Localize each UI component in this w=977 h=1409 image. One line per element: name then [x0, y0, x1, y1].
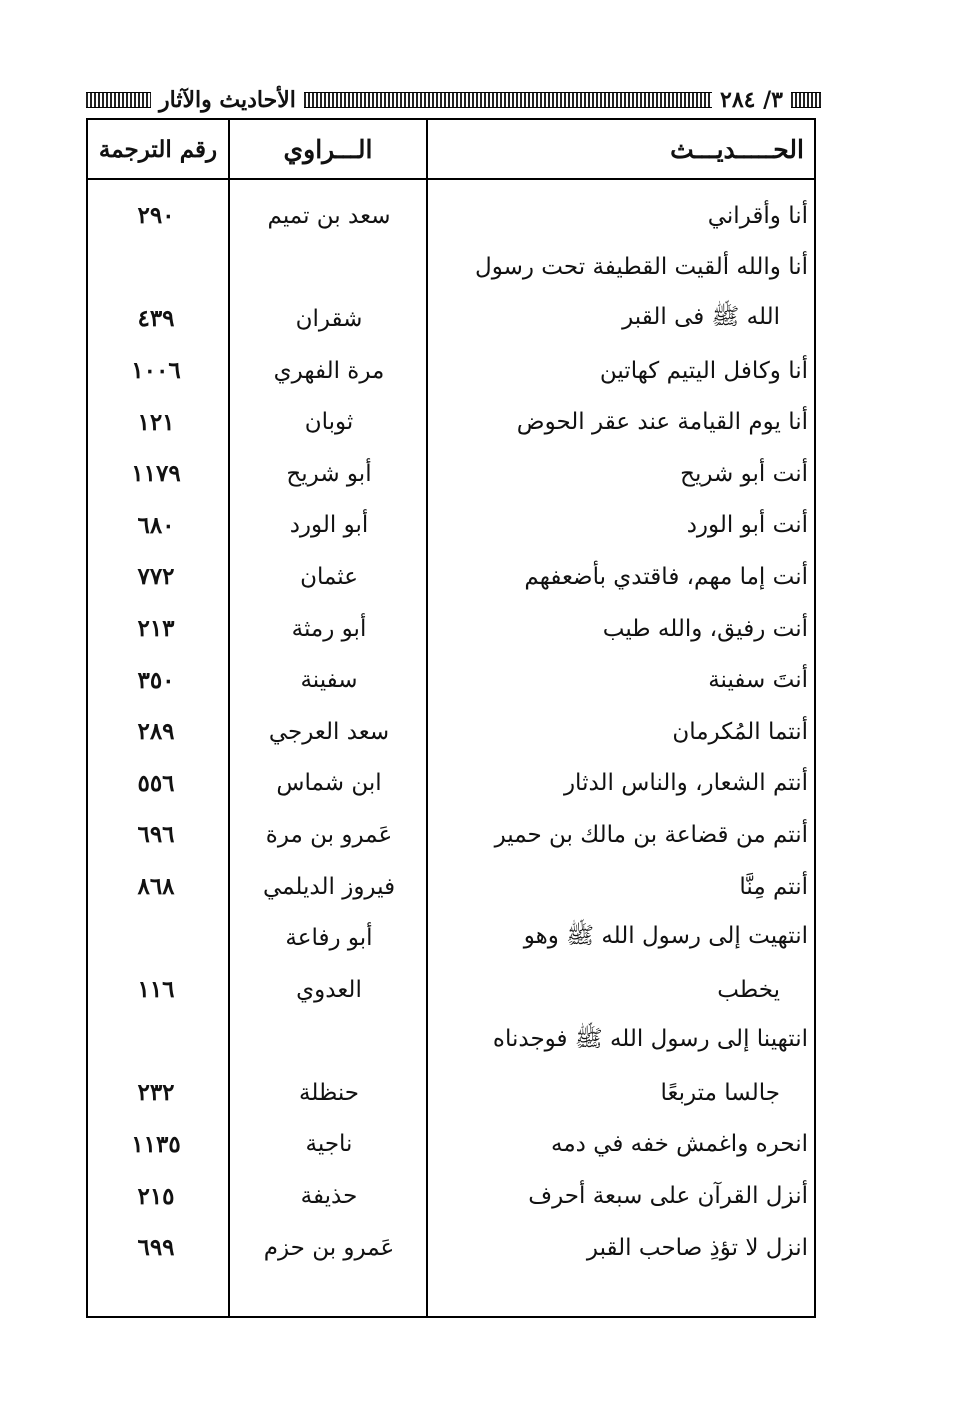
hadith-text: يخطب — [717, 976, 780, 1003]
table-row — [86, 1016, 816, 1068]
narrator-name: عَمرو بن حزم — [263, 1234, 395, 1261]
narrator-name: أبو رفاعة — [285, 925, 373, 952]
table-row — [86, 1119, 816, 1171]
narrator-name: عثمان — [300, 563, 358, 590]
table-row — [86, 603, 816, 655]
entry-number: ١١٦ — [137, 976, 175, 1004]
table-body — [86, 190, 816, 1273]
hadith-text: أنا يوم القيامة عند عقر الحوض — [516, 409, 808, 436]
narrator-name — [234, 1016, 424, 1068]
entry-number: ٣٥٠ — [137, 666, 175, 694]
table-row — [86, 242, 816, 294]
hadith-text: أنزل القرآن على سبعة أحرف — [528, 1183, 808, 1210]
table-row — [86, 758, 816, 810]
entry-number: ٧٧٢ — [137, 563, 175, 591]
hadith-text: أنا وكافل اليتيم كهاتين — [599, 357, 808, 384]
narrator-name: عَمرو بن مرة — [265, 821, 393, 848]
entry-number: ٦٩٩ — [137, 1234, 175, 1262]
narrator-name: أبو رمثة — [291, 615, 367, 642]
entry-number — [90, 912, 222, 964]
hadith-text: أنا والله ألقيت القطيفة تحت رسول — [475, 254, 808, 281]
narrator-name: ابن شماس — [276, 770, 382, 797]
entry-number: ٦٨٠ — [137, 511, 175, 539]
entry-number: ٢٣٢ — [137, 1079, 175, 1107]
table-row — [86, 293, 816, 345]
narrator-name: حنظلة — [299, 1079, 359, 1106]
narrator-name — [234, 242, 424, 294]
table-row — [86, 706, 816, 758]
entry-number: ٢٨٩ — [137, 718, 175, 746]
narrator-name: سعد العرجي — [268, 718, 390, 745]
entry-number: ٢١٥ — [137, 1182, 175, 1210]
table-row — [86, 500, 816, 552]
table-row — [86, 964, 816, 1016]
entry-number: ١١٧٩ — [131, 460, 181, 488]
header-ornament-right — [791, 92, 821, 108]
hadith-text: أنت إما مهم، فاقتدي بأضعفهم — [524, 563, 808, 590]
hadith-text: أنتم مِنَّا — [739, 873, 808, 900]
entry-number: ١٠٠٦ — [131, 357, 181, 385]
table-row — [86, 190, 816, 242]
table-row — [86, 551, 816, 603]
hadith-text: الله ﷺ فى القبر — [622, 303, 780, 330]
table-row — [86, 654, 816, 706]
entry-number: ٤٣٩ — [137, 305, 175, 333]
column-header-number: رقم الترجمة — [98, 135, 218, 163]
narrator-name: مرة الفهري — [273, 357, 385, 384]
table-row — [86, 1067, 816, 1119]
book-title: الأحاديث والآثار — [159, 87, 296, 113]
narrator-name: فيروز الديلمي — [262, 873, 396, 900]
narrator-name: أبو الورد — [289, 512, 369, 539]
entry-number: ٨٦٨ — [137, 873, 175, 901]
hadith-text: انتهيت إلى رسول الله ﷺ وهو — [523, 923, 808, 950]
column-header-narrator: الـــراوي — [283, 134, 373, 164]
hadith-text: انزل لا تؤذِ صاحب القبر — [586, 1234, 808, 1261]
hadith-text: أنت أبو الورد — [686, 512, 808, 539]
column-header-hadith: الحـــــديـــث — [670, 134, 804, 164]
header-ornament-middle — [304, 92, 712, 108]
hadith-text: أنتم من قضاعة بن مالك بن حمير — [494, 821, 808, 848]
narrator-name: شقران — [295, 305, 363, 332]
narrator-name: ناجية — [305, 1131, 353, 1158]
table-row — [86, 861, 816, 913]
table-row — [86, 912, 816, 964]
entry-number: ١١٣٥ — [131, 1130, 181, 1158]
hadith-text: أنتما المُكرمان — [672, 718, 808, 745]
entry-number: ٥٥٦ — [137, 769, 175, 797]
page-reference: ٣/ ٢٨٤ — [720, 87, 783, 113]
entry-number — [90, 242, 222, 294]
hadith-text: أنتَ سفينة — [708, 667, 808, 694]
narrator-name: سعد بن تميم — [267, 202, 391, 229]
entry-number: ١٢١ — [137, 408, 175, 436]
hadith-text: انحره واغمش خفه في دمه — [550, 1131, 808, 1158]
page-header — [86, 86, 821, 114]
table-row — [86, 396, 816, 448]
narrator-name: سفينة — [300, 667, 358, 694]
table-row — [86, 1222, 816, 1274]
entry-number: ٢٩٠ — [137, 202, 175, 230]
narrator-name: العدوي — [296, 976, 362, 1003]
entry-number — [90, 1016, 222, 1068]
table-row — [86, 345, 816, 397]
hadith-text: أنتم الشعار، والناس الدثار — [563, 770, 808, 797]
entry-number: ٦٩٦ — [137, 821, 175, 849]
hadith-text: أنت رفيق، والله طيب — [602, 615, 808, 642]
hadith-text: انتهينا إلى رسول الله ﷺ فوجدناه — [492, 1026, 808, 1053]
hadith-text: أنت أبو شريح — [680, 460, 808, 487]
table-row — [86, 1170, 816, 1222]
table-row — [86, 448, 816, 500]
table-row — [86, 809, 816, 861]
hadith-text: أنا وأقراني — [707, 202, 808, 229]
entry-number: ٢١٣ — [137, 615, 175, 643]
narrator-name: حذيفة — [300, 1183, 358, 1210]
header-divider — [86, 178, 816, 180]
header-ornament-left — [86, 92, 151, 108]
narrator-name: أبو شريح — [286, 460, 372, 487]
hadith-text: جالسا متربعًا — [660, 1079, 780, 1106]
narrator-name: ثوبان — [304, 409, 354, 436]
